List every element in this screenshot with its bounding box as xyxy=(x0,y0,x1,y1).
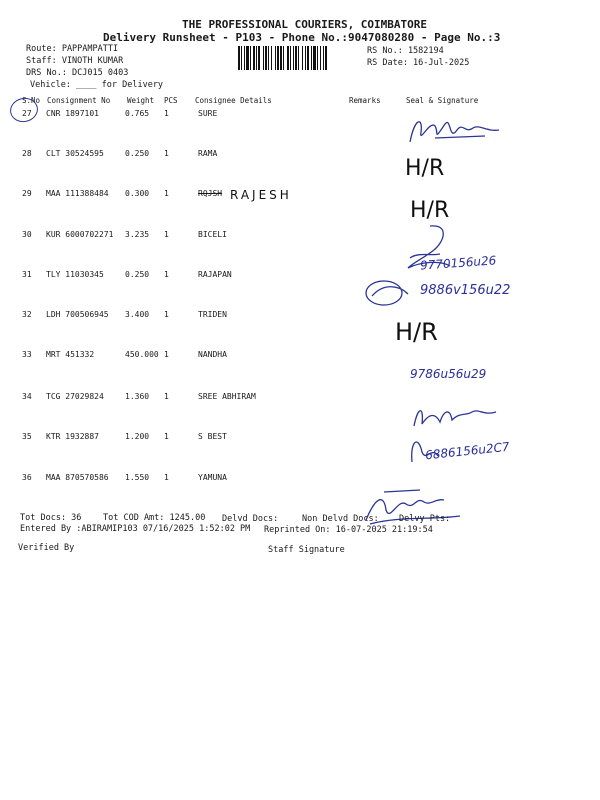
barcode-bar xyxy=(280,46,282,70)
col-consignee: Consignee Details xyxy=(195,96,272,105)
staff-label: Staff: VINOTH KUMAR xyxy=(26,56,124,66)
row-number: 27 xyxy=(22,109,32,118)
table-row xyxy=(22,270,582,284)
weight: 1.200 xyxy=(125,432,150,441)
weight: 0.250 xyxy=(125,149,150,158)
weight: 1.360 xyxy=(125,392,150,401)
hr-mark: H/R xyxy=(395,318,438,346)
row-number: 36 xyxy=(22,473,32,482)
barcode-bar xyxy=(325,46,327,70)
tot-cod-amount: Tot COD Amt: 1245.00 xyxy=(103,513,206,523)
col-consignment: Consignment No xyxy=(47,96,111,105)
pcs: 1 xyxy=(164,432,169,441)
barcode-bar xyxy=(275,46,276,70)
barcode-bar xyxy=(298,46,299,70)
consignee-name: BICELI xyxy=(198,230,227,239)
barcode-bar xyxy=(253,46,255,70)
non-delivered-docs: Non Delvd Docs: xyxy=(302,514,379,524)
weight: 0.250 xyxy=(125,270,150,279)
barcode-bar xyxy=(258,46,260,70)
barcode-bar xyxy=(295,46,297,70)
pcs: 1 xyxy=(164,149,169,158)
col-seal-signature: Seal & Signature xyxy=(406,96,479,105)
barcode-bar xyxy=(244,46,245,70)
barcode-bar xyxy=(313,46,316,70)
table-row xyxy=(22,350,582,364)
weight: 450.000 xyxy=(125,350,159,359)
consignment-no: CNR 1897101 xyxy=(46,109,99,118)
row-number: 29 xyxy=(22,189,32,198)
consignee-name: S BEST xyxy=(198,432,227,441)
barcode-bar xyxy=(241,46,242,70)
col-weight: Weight xyxy=(127,96,155,105)
barcode-bar xyxy=(290,46,291,70)
consignee-name: RAMA xyxy=(198,149,218,158)
barcode-bar xyxy=(238,46,240,70)
consignment-no: TCG 27029824 xyxy=(46,392,104,401)
consignment-no: MRT 451332 xyxy=(46,350,95,359)
pcs: 1 xyxy=(164,270,169,279)
consignment-no: CLT 30524595 xyxy=(46,149,104,158)
signature-row-27 xyxy=(405,112,505,154)
consignment-no: KUR 6000702271 xyxy=(46,230,114,239)
handwritten-name: RAJESH xyxy=(230,188,292,202)
barcode-bar xyxy=(268,46,269,70)
table-row xyxy=(22,310,582,324)
barcode-bar xyxy=(283,46,284,70)
runsheet-subtitle: Delivery Runsheet - P103 - Phone No.:9047080280 - Page No.:3 xyxy=(103,31,501,44)
col-sno: S.No xyxy=(22,96,41,105)
table-row xyxy=(22,473,582,487)
pcs: 1 xyxy=(164,392,169,401)
barcode-bar xyxy=(263,46,264,70)
consignee-name: NANDHA xyxy=(198,350,227,359)
barcode-bar xyxy=(307,46,309,70)
row-number: 32 xyxy=(22,310,32,319)
consignee-name: SURE xyxy=(198,109,218,118)
entered-by: Entered By :ABIRAMIP103 07/16/2025 1:52:02 PM xyxy=(20,524,251,534)
consignment-no: LDH 700506945 xyxy=(46,310,109,319)
barcode-bar xyxy=(271,46,272,70)
consignee-name: RAJAPAN xyxy=(198,270,232,279)
table-row xyxy=(22,189,582,203)
weight: 3.235 xyxy=(125,230,150,239)
row-number: 33 xyxy=(22,350,32,359)
consignee-name: RQJSH xyxy=(198,189,223,198)
barcode-bar xyxy=(293,46,294,70)
weight: 0.300 xyxy=(125,189,150,198)
barcode-bar xyxy=(320,46,321,70)
signature-row-35 xyxy=(410,402,500,432)
hr-mark: H/R xyxy=(405,156,445,181)
row-number: 35 xyxy=(22,432,32,441)
consignment-no: MAA 870570586 xyxy=(46,473,109,482)
weight: 1.550 xyxy=(125,473,150,482)
handwritten-phone: 9786u56u29 xyxy=(410,367,487,381)
consignee-name: TRIDEN xyxy=(198,310,227,319)
route-label: Route: PAPPAMPATTI xyxy=(26,44,119,54)
consignee-name: YAMUNA xyxy=(198,473,227,482)
company-title: THE PROFESSIONAL COURIERS, COIMBATORE xyxy=(182,18,428,31)
pcs: 1 xyxy=(164,310,169,319)
consignment-no: MAA 111388484 xyxy=(46,189,109,198)
rs-date: RS Date: 16-Jul-2025 xyxy=(367,58,470,68)
consignment-no: KTR 1932887 xyxy=(46,432,99,441)
col-remarks: Remarks xyxy=(349,96,381,105)
barcode-bar xyxy=(246,46,249,70)
barcode-bar xyxy=(277,46,279,70)
handwritten-phone: 9886v156u22 xyxy=(420,283,511,298)
barcode-bar xyxy=(323,46,324,70)
verified-by: Verified By xyxy=(18,543,75,553)
delivery-points: Delvy Pts: xyxy=(399,514,451,524)
barcode xyxy=(238,46,361,70)
col-pcs: PCS xyxy=(164,96,178,105)
handwritten-phone: 6886156u2C7 xyxy=(424,439,511,463)
barcode-bar xyxy=(250,46,251,70)
consignee-name: SREE ABHIRAM xyxy=(198,392,256,401)
vehicle-label: Vehicle: ____ for Delivery xyxy=(30,80,164,90)
pcs: 1 xyxy=(164,230,169,239)
barcode-bar xyxy=(302,46,303,70)
barcode-bar xyxy=(287,46,289,70)
staff-signature: Staff Signature xyxy=(268,545,345,555)
pcs: 1 xyxy=(164,109,169,118)
rs-number: RS No.: 1582194 xyxy=(367,46,444,56)
pcs: 1 xyxy=(164,473,169,482)
handwritten-phone: 9770156u26 xyxy=(419,253,497,273)
barcode-bar xyxy=(265,46,267,70)
drs-number: DRS No.: DCJ015 0403 xyxy=(26,68,129,78)
reprinted-on: Reprinted On: 16-07-2025 21:19:54 xyxy=(264,525,433,535)
consignment-no: TLY 11030345 xyxy=(46,270,104,279)
signature-row-32 xyxy=(362,278,422,310)
weight: 0.765 xyxy=(125,109,150,118)
tot-docs: Tot Docs: 36 xyxy=(20,513,82,523)
barcode-bar xyxy=(311,46,312,70)
row-number: 30 xyxy=(22,230,32,239)
row-number: 31 xyxy=(22,270,32,279)
pcs: 1 xyxy=(164,189,169,198)
barcode-bar xyxy=(317,46,318,70)
barcode-bar xyxy=(305,46,306,70)
table-row xyxy=(22,230,582,244)
barcode-bar xyxy=(256,46,257,70)
pcs: 1 xyxy=(164,350,169,359)
row-number: 34 xyxy=(22,392,32,401)
hr-mark: H/R xyxy=(410,198,450,223)
row-number: 28 xyxy=(22,149,32,158)
delivered-docs: Delvd Docs: xyxy=(222,514,279,524)
weight: 3.400 xyxy=(125,310,150,319)
